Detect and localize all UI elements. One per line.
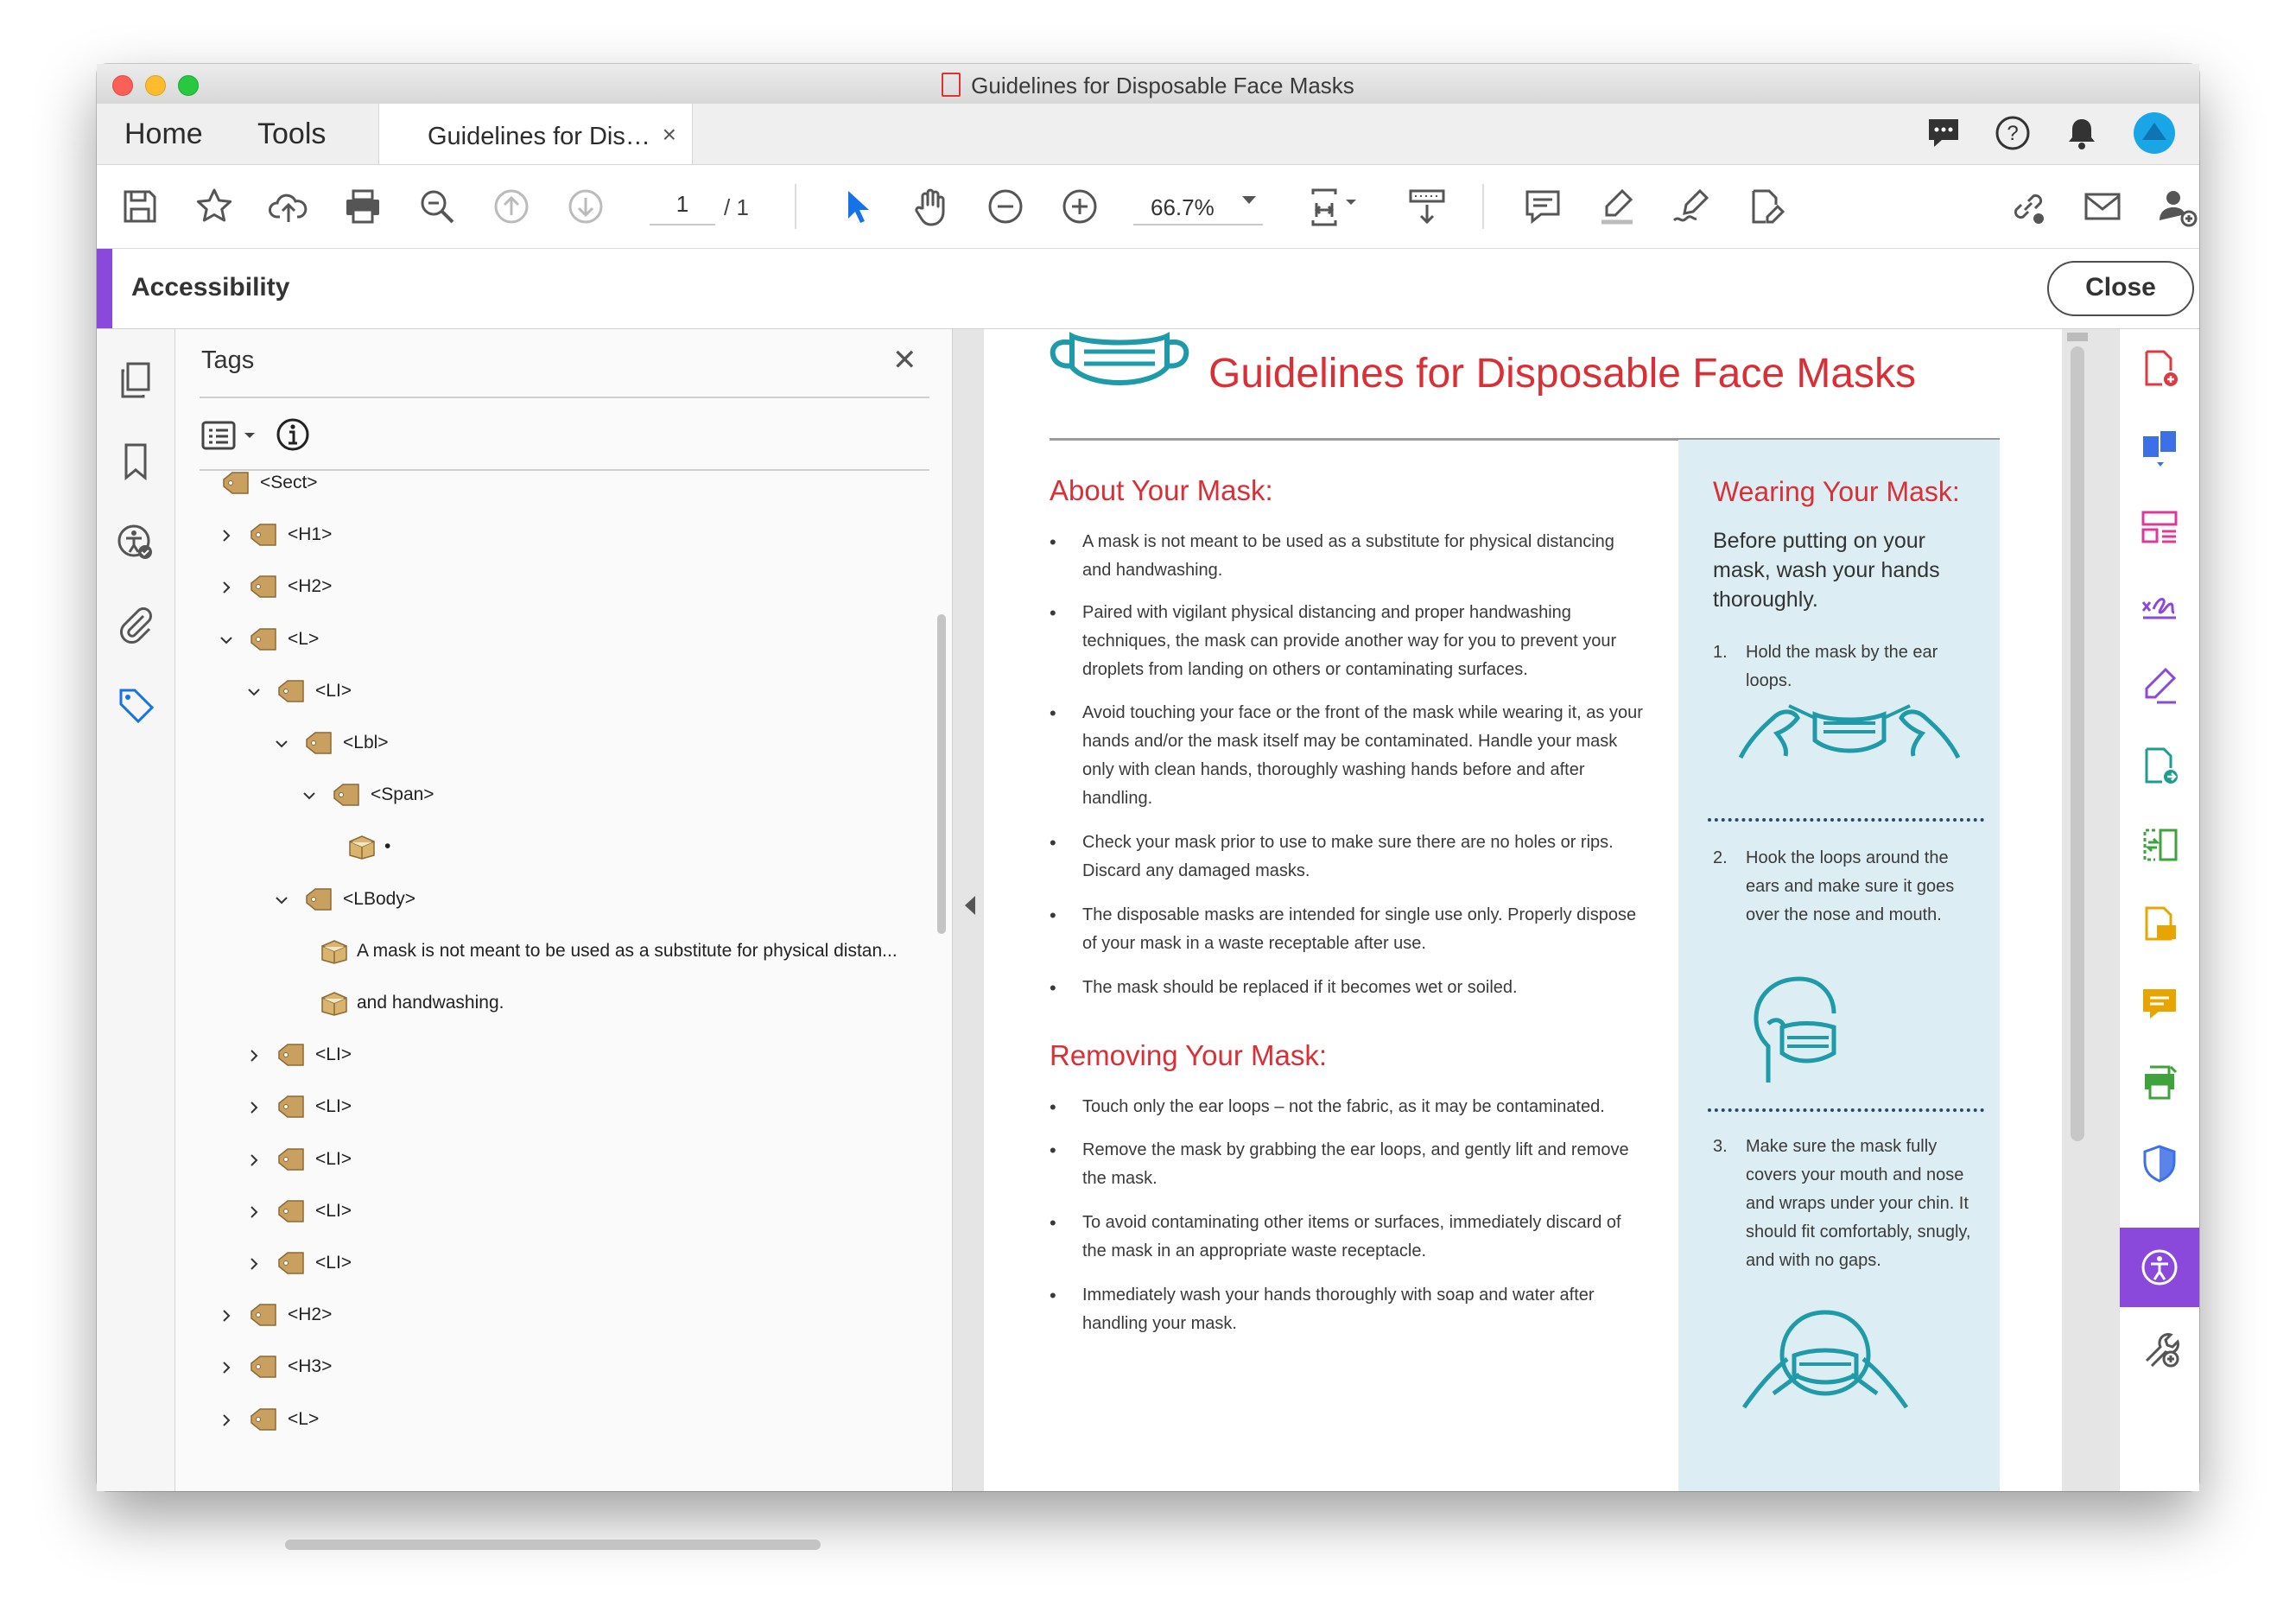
- tag-icon: [250, 1407, 277, 1432]
- highlight-pen-icon[interactable]: [1596, 186, 1638, 227]
- chevron-down-icon[interactable]: [220, 631, 232, 643]
- tag-icon: [277, 1043, 305, 1067]
- step-number: 3.: [1713, 1137, 1728, 1156]
- zoom-level-select[interactable]: [1133, 191, 1263, 225]
- chevron-right-icon[interactable]: [220, 578, 232, 590]
- content-box-icon: [320, 991, 348, 1015]
- about-heading: About Your Mask:: [1050, 474, 1273, 506]
- tag-label: <L>: [288, 1408, 320, 1429]
- tab-bar: [97, 104, 2199, 165]
- step-item: [1713, 1133, 1981, 1275]
- zoom-search-icon[interactable]: [416, 186, 458, 227]
- head-with-mask-icon: [1747, 974, 1843, 1090]
- tag-label: <LI>: [315, 1148, 352, 1169]
- tag-tree-content[interactable]: [175, 826, 918, 869]
- page-total: / 1: [724, 194, 749, 220]
- adjusting-mask-icon: [1739, 1304, 1912, 1420]
- attachments-paperclip-icon[interactable]: [116, 604, 155, 644]
- tag-tree-node[interactable]: [175, 1034, 918, 1077]
- chevron-right-icon[interactable]: [220, 1358, 232, 1370]
- tag-tree-node[interactable]: [175, 1190, 918, 1234]
- page-fit-icon[interactable]: [1308, 186, 1368, 227]
- zoom-level-value: 66.7%: [1151, 194, 1215, 220]
- document-viewer: [953, 329, 2165, 1491]
- hand-tool-icon[interactable]: [910, 186, 952, 227]
- create-pdf-icon[interactable]: [2140, 348, 2179, 388]
- wearing-intro: Before putting on your mask, wash your hands thoroughly.: [1713, 529, 1940, 612]
- mask-logo-icon: [1046, 329, 1193, 406]
- dotted-divider: [1708, 818, 1984, 822]
- chevron-down-icon[interactable]: [303, 786, 315, 798]
- tab-home[interactable]: Home: [124, 117, 203, 150]
- tag-icon: [250, 523, 277, 547]
- more-tools-icon[interactable]: [2140, 1328, 2179, 1368]
- save-icon[interactable]: [119, 186, 161, 227]
- tags-panel-close-icon[interactable]: ✕: [892, 344, 917, 377]
- collapse-left-panel-icon[interactable]: [965, 896, 975, 915]
- tag-icon: [250, 627, 277, 651]
- list-item: • A mask is not meant to be used as a substitute for physical distancing and handwashing.: [1050, 528, 1646, 585]
- tag-tree-content[interactable]: [175, 930, 918, 974]
- tags-icon[interactable]: [116, 685, 155, 725]
- chevron-right-icon[interactable]: [220, 526, 232, 538]
- tag-icon: [305, 887, 333, 911]
- chevron-down-icon: [1242, 196, 1256, 204]
- removing-heading: Removing Your Mask:: [1050, 1039, 1327, 1071]
- tag-label: •: [384, 836, 391, 857]
- tag-icon: [277, 1199, 305, 1223]
- chevron-down-icon[interactable]: [276, 891, 288, 903]
- list-item: • Avoid touching your face or the front of the mask while wearing it, as your hands and/or the mask itself may be contaminated. Handle your mask only with clean hands, thoroughly washing hands before and after handling.: [1050, 699, 1646, 813]
- close-button[interactable]: Close: [2047, 261, 2194, 316]
- tag-icon: [333, 783, 360, 807]
- tag-label: <Sect>: [260, 473, 318, 492]
- tab-close-icon[interactable]: ×: [662, 121, 676, 148]
- tag-label: <H2>: [288, 576, 333, 597]
- document-vertical-scrollbar[interactable]: [2071, 346, 2084, 1141]
- tag-icon: [277, 1251, 305, 1275]
- previous-page-icon[interactable]: [491, 186, 532, 227]
- sticky-note-icon[interactable]: [2140, 984, 2179, 1024]
- add-user-icon[interactable]: [2156, 186, 2198, 227]
- tag-label: <H1>: [288, 524, 333, 545]
- step-item: [1713, 844, 1981, 930]
- document-title: Guidelines for Disposable Face Masks: [1208, 351, 1917, 397]
- list-item: • The disposable masks are intended for single use only. Properly dispose of your mask in a waste receptable after use.: [1050, 901, 1646, 958]
- chevron-right-icon[interactable]: [248, 1203, 260, 1215]
- list-item: • To avoid contaminating other items or surfaces, immediately discard of the mask in an appropriate waste receptacle.: [1050, 1209, 1646, 1266]
- window-title-text: Guidelines for Disposable Face Masks: [971, 73, 1354, 98]
- tag-tree-node[interactable]: [175, 462, 918, 505]
- chevron-right-icon[interactable]: [248, 1098, 260, 1110]
- step-number: 2.: [1713, 848, 1728, 867]
- tag-tree-node[interactable]: [175, 1399, 918, 1442]
- sign-pen-icon[interactable]: [1671, 186, 1712, 227]
- step-text: Hold the mask by the ear loops.: [1746, 643, 1938, 690]
- step-item: [1713, 638, 1981, 695]
- email-icon[interactable]: [2082, 186, 2123, 227]
- tag-tree: [175, 473, 918, 1429]
- chevron-right-icon[interactable]: [248, 1046, 260, 1058]
- tag-tree-node[interactable]: [175, 670, 918, 714]
- tag-label: and handwashing.: [357, 993, 504, 1013]
- chevron-right-icon[interactable]: [248, 1151, 260, 1163]
- tag-icon: [222, 471, 250, 495]
- list-item: • The mask should be replaced if it becomes wet or soiled.: [1050, 974, 1646, 1002]
- comment-icon[interactable]: [1522, 186, 1563, 227]
- tag-tree-node[interactable]: [175, 566, 918, 609]
- document-scroll-track-top: [2067, 333, 2088, 341]
- tag-tree-node[interactable]: [175, 1346, 918, 1389]
- tag-label: <LI>: [315, 680, 352, 701]
- notifications-bell-icon[interactable]: [2063, 114, 2101, 156]
- compare-files-icon[interactable]: [2140, 825, 2179, 865]
- right-tools-rail: [2119, 329, 2199, 1491]
- list-item: • Immediately wash your hands thoroughly with soap and water after handling your mask.: [1050, 1281, 1646, 1338]
- tab-document-label: Guidelines for Dis…: [428, 123, 650, 150]
- combine-files-icon[interactable]: [2140, 428, 2179, 467]
- page-number-input[interactable]: 1: [650, 191, 715, 225]
- list-item: • Paired with vigilant physical distancing and proper handwashing techniques, the mask can provide another way for you to prevent your droplets from landing on others or contaminating surfaces.: [1050, 599, 1646, 684]
- main-toolbar: [97, 165, 2199, 249]
- chevron-down-icon[interactable]: [248, 683, 260, 695]
- fill-sign-icon[interactable]: [2140, 587, 2179, 626]
- scrolling-mode-icon[interactable]: [1406, 186, 1448, 227]
- tag-tree-node[interactable]: [175, 619, 918, 662]
- tag-label: <Span>: [371, 784, 434, 805]
- tags-panel: [175, 329, 953, 1491]
- window-title: [97, 73, 2199, 99]
- tag-label: <L>: [288, 628, 320, 649]
- accessibility-tool-selected[interactable]: [2120, 1228, 2199, 1307]
- toolbar-divider: [1482, 184, 1484, 229]
- tag-tree-node[interactable]: [175, 879, 918, 922]
- help-icon[interactable]: [1994, 114, 2032, 156]
- step-text: Hook the loops around the ears and make sure it goes over the nose and mouth.: [1746, 848, 1955, 924]
- tag-tree-node[interactable]: [175, 514, 918, 557]
- tag-icon: [250, 575, 277, 599]
- info-icon[interactable]: [276, 417, 310, 452]
- next-page-icon[interactable]: [565, 186, 606, 227]
- export-pdf-icon[interactable]: [2140, 746, 2179, 785]
- left-navigation-rail: [97, 329, 175, 1491]
- tag-tree-node[interactable]: [175, 722, 918, 765]
- tab-tools[interactable]: Tools: [257, 117, 327, 150]
- tags-vertical-scrollbar[interactable]: [937, 614, 946, 934]
- tag-tree-node[interactable]: [175, 1139, 918, 1182]
- tag-tree-node[interactable]: [175, 1086, 918, 1129]
- tag-tree-content[interactable]: [175, 982, 918, 1025]
- tags-horizontal-scrollbar[interactable]: [285, 1540, 821, 1550]
- list-item: • Remove the mask by grabbing the ear loops, and gently lift and remove the mask.: [1050, 1136, 1646, 1193]
- svg-text:?: ?: [2007, 122, 2019, 145]
- zoom-in-icon[interactable]: [1059, 186, 1100, 227]
- tag-label: <LI>: [315, 1096, 352, 1117]
- tag-label: <H2>: [288, 1305, 333, 1325]
- comments-icon[interactable]: [1925, 114, 1963, 156]
- edit-document-icon[interactable]: [1745, 186, 1786, 227]
- chevron-right-icon[interactable]: [220, 1306, 232, 1318]
- accessibility-check-icon[interactable]: [116, 523, 155, 562]
- tag-icon: [250, 1303, 277, 1327]
- tag-icon: [277, 1147, 305, 1171]
- pdf-page: [984, 329, 2062, 1491]
- comment-tool-icon[interactable]: [2140, 905, 2179, 944]
- tag-icon: [277, 679, 305, 703]
- panel-divider: [200, 397, 929, 398]
- tag-tree-node[interactable]: [175, 774, 918, 817]
- tag-icon: [305, 731, 333, 755]
- protect-shield-icon[interactable]: [2140, 1143, 2179, 1183]
- content-box-icon: [348, 835, 376, 859]
- page-thumbnails-icon[interactable]: [116, 360, 155, 400]
- tag-icon: [250, 1355, 277, 1379]
- pdf-file-icon: [942, 73, 961, 97]
- tag-label: <H3>: [288, 1356, 333, 1377]
- dotted-divider: [1708, 1108, 1984, 1112]
- tag-label: <LI>: [315, 1044, 352, 1065]
- bookmarks-icon[interactable]: [116, 441, 155, 481]
- print-icon[interactable]: [342, 186, 384, 227]
- tag-label: <LBody>: [343, 888, 416, 909]
- hands-holding-mask-icon: [1737, 695, 1962, 772]
- user-avatar[interactable]: [2132, 111, 2177, 160]
- select-cursor-icon[interactable]: [836, 186, 878, 227]
- toolbar-divider: [795, 184, 796, 229]
- request-signature-icon[interactable]: [2140, 666, 2179, 706]
- step-text: Make sure the mask fully covers your mouth and nose and wraps under your chin. It should fit comfortably, snugly, and with no gaps.: [1746, 1137, 1971, 1270]
- tag-label: A mask is not meant to be used as a substitute for physical distan...: [357, 940, 897, 961]
- accessibility-title: Accessibility: [131, 273, 290, 302]
- tag-icon: [277, 1095, 305, 1119]
- upload-cloud-icon[interactable]: [268, 186, 309, 227]
- wearing-sidebar: [1678, 440, 2000, 1491]
- chevron-right-icon[interactable]: [220, 1411, 232, 1423]
- tags-panel-title: Tags: [201, 346, 255, 374]
- content-box-icon: [320, 939, 348, 963]
- title-bar: [97, 64, 2199, 105]
- share-link-icon[interactable]: [2007, 186, 2049, 227]
- tag-label: <LI>: [315, 1200, 352, 1221]
- tag-label: <Lbl>: [343, 733, 389, 752]
- tag-tree-node[interactable]: [175, 1294, 918, 1337]
- zoom-out-icon[interactable]: [985, 186, 1026, 227]
- acrobat-window: [97, 64, 2199, 1491]
- list-item: • Touch only the ear loops – not the fabric, as it may be contaminated.: [1050, 1093, 1646, 1121]
- options-menu-icon[interactable]: [201, 419, 260, 458]
- organize-pages-icon[interactable]: [2140, 507, 2179, 547]
- print-production-icon[interactable]: [2140, 1063, 2179, 1103]
- tag-label: <LI>: [315, 1253, 352, 1273]
- bookmark-star-icon[interactable]: [193, 186, 235, 227]
- step-number: 1.: [1713, 643, 1728, 662]
- tag-tree-node[interactable]: [175, 1242, 918, 1286]
- chevron-down-icon[interactable]: [276, 734, 288, 746]
- tab-document[interactable]: [378, 104, 693, 164]
- accent-stripe: [97, 249, 112, 328]
- list-item: • Check your mask prior to use to make sure there are no holes or rips. Discard any damaged masks.: [1050, 829, 1646, 886]
- wearing-heading: Wearing Your Mask:: [1713, 476, 1960, 507]
- accessibility-bar: [97, 249, 2199, 329]
- chevron-right-icon[interactable]: [248, 1254, 260, 1267]
- accessibility-icon: [2140, 1248, 2179, 1287]
